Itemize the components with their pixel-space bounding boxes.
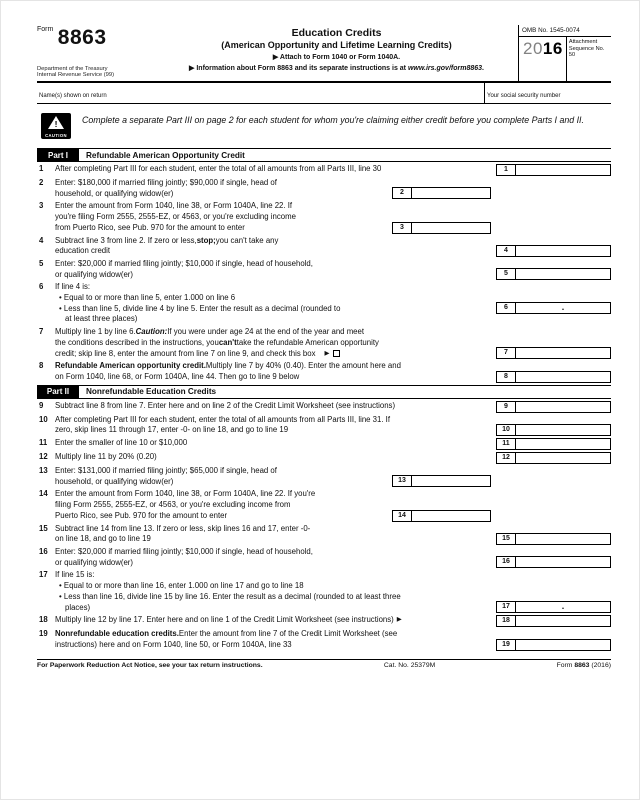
tax-year (519, 37, 566, 81)
form-line-17 (37, 570, 611, 613)
line-17-box-label: 17 (496, 601, 516, 613)
line-7-text: If you were under age 24 at the end of the year and meet (167, 327, 365, 337)
line-8-lead: Refundable American opportunity credit. (55, 361, 206, 371)
line-3-text: you're filing Form 2555, 2555-EZ, or 4563, or you're excluding income (55, 212, 296, 222)
line-8-entry (496, 371, 611, 383)
line-16-text: Enter: $20,000 if married filing jointly; $10,000 if single, head of household, (55, 546, 313, 556)
line-8-number: 8 (39, 361, 44, 371)
line-4-entry (496, 245, 611, 257)
line-7-number: 7 (39, 327, 44, 337)
line-3-text: from Puerto Rico, see Pub. 970 for the amount to enter (55, 222, 245, 232)
line-7-text: credit; skip line 8, enter the amount from line 7 on line 9, and check this box (55, 348, 316, 358)
form-word-label: Form (37, 26, 54, 33)
line-4-text: you can't take any (215, 235, 279, 245)
line-14-text: Enter the amount from Form 1040, line 38, or Form 1040A, line 22. If you're (55, 489, 316, 499)
line-16-number: 16 (39, 546, 48, 556)
line-7-text: Multiply line 1 by line 6. (55, 327, 136, 337)
decimal-point: . (561, 601, 565, 612)
line-4-number: 4 (39, 235, 44, 245)
form-line-13 (37, 466, 611, 487)
line-4-text: Subtract line 3 from line 2. If zero or less, (55, 235, 197, 245)
decimal-point: . (561, 302, 565, 313)
form-line-7 (37, 327, 611, 359)
line-4-box-label: 4 (496, 245, 516, 257)
info-period: . (482, 65, 484, 72)
irs-url: www.irs.gov/form8863 (407, 65, 483, 72)
line-15-entry (496, 533, 611, 545)
attachment-label: Attachment (568, 39, 598, 45)
form-line-15 (37, 524, 611, 545)
line-8-amount-box[interactable] (515, 371, 611, 383)
form-line-8 (37, 361, 611, 382)
caution-icon (41, 113, 71, 139)
line-13-text: Enter: $131,000 if married filing jointly; $65,000 if single, head of (55, 466, 277, 476)
line-12-amount-box[interactable] (515, 452, 611, 464)
sequence-number: Sequence No. 50 (568, 45, 605, 59)
line-5-text: or qualifying widow(er) (55, 269, 133, 279)
line-2-number: 2 (39, 178, 44, 187)
line-16-text: or qualifying widow(er) (55, 557, 133, 567)
line-6-text: If line 4 is: (55, 282, 91, 292)
attachment-sequence (566, 37, 611, 81)
line-15-amount-box[interactable] (515, 533, 611, 545)
line-3-amount-box[interactable] (411, 222, 491, 234)
name-label: Name(s) shown on return (39, 93, 107, 99)
line-17-text: If line 15 is: (55, 570, 95, 580)
form-line-19 (37, 629, 611, 650)
info-text: ▶ Information about Form 8863 and its separate instructions is at (189, 65, 408, 72)
form-subtitle: (American Opportunity and Lifetime Learning Credits) (221, 40, 452, 50)
line-2-text: household, or qualifying widow(er) (55, 188, 174, 198)
line-6-bullet-1: • Equal to or more than line 5, enter 1.000 on line 6 (59, 293, 236, 303)
line-1-entry (496, 164, 611, 176)
form-line-4 (37, 236, 611, 257)
caution-section (37, 104, 611, 146)
line-17-entry (496, 601, 611, 613)
part1-header (37, 148, 611, 162)
line-3-entry (392, 222, 491, 234)
form-line-2 (37, 178, 611, 199)
form-line-5 (37, 259, 611, 280)
line-7-checkbox[interactable] (333, 350, 340, 357)
agency-line-2: Internal Revenue Service (99) (37, 72, 115, 79)
line-17-bullet-2: • Less than line 16, divide line 15 by line 16. Enter the result as a decimal (rounded to at least three (59, 591, 401, 601)
line-11-amount-box[interactable] (515, 438, 611, 450)
line-19-box-label: 19 (496, 639, 516, 651)
line-6-number: 6 (39, 282, 44, 292)
form-line-10 (37, 415, 611, 436)
line-4-text: education credit (55, 246, 111, 256)
agency-line-1: Department of the Treasury (37, 65, 108, 72)
line-5-box-label: 5 (496, 268, 516, 280)
line-10-text: After completing Part III for each student, enter the total of all amounts from all Parts III, line 31. If (55, 414, 390, 424)
year-suffix: 16 (542, 39, 563, 58)
line-14-amount-box[interactable] (411, 510, 491, 522)
form-line-3 (37, 201, 611, 233)
line-14-text: filing Form 2555, 2555-EZ, or 4563, or you're excluding income from (55, 500, 291, 510)
ssn-input-area[interactable] (484, 83, 611, 103)
line-10-box-label: 10 (496, 424, 516, 436)
part2-title: Nonrefundable Education Credits (86, 387, 217, 397)
line-4-stop: stop; (196, 235, 216, 245)
line-13-box-label: 13 (392, 475, 412, 487)
footer-form-number: 8863 (574, 662, 590, 670)
line-7-cant: can't (218, 337, 237, 347)
omb-number: OMB No. 1545-0074 (519, 25, 611, 37)
line-11-box-label: 11 (496, 438, 516, 450)
form-number-block (37, 26, 155, 50)
line-1-number: 1 (39, 164, 44, 173)
arrow-icon: ▶ (324, 349, 330, 357)
line-5-text: Enter: $20,000 if married filing jointly; $10,000 if single, head of household, (55, 258, 313, 268)
line-17-number: 17 (39, 570, 48, 580)
form-identity (37, 25, 155, 81)
line-10-text: zero, skip lines 11 through 17, enter -0- on line 18, and go to line 19 (55, 425, 289, 435)
line-14-number: 14 (39, 489, 48, 499)
line-9-number: 9 (39, 400, 44, 410)
form-line-18 (37, 615, 611, 627)
line-11-number: 11 (39, 438, 48, 448)
line-8-box-label: 8 (496, 371, 516, 383)
line-3-number: 3 (39, 201, 44, 211)
part1-title: Refundable American Opportunity Credit (86, 150, 245, 160)
line-6-bullet-2: • Less than line 5, divide line 4 by line 5. Enter the result as a decimal (rounded to (59, 303, 341, 313)
line-9-box-label: 9 (496, 401, 516, 413)
line-2-box-label: 2 (392, 187, 412, 199)
line-17-bullet-1: • Equal to or more than line 16, enter 1.000 on line 17 and go to line 18 (59, 581, 304, 591)
form-line-16 (37, 547, 611, 568)
line-16-amount-box[interactable] (515, 556, 611, 568)
line-6-bullet-2-cont: at least three places) (65, 314, 138, 324)
line-8-text: Multiply line 7 by 40% (0.40). Enter the amount here and (205, 361, 401, 371)
line-1-amount-box[interactable] (515, 164, 611, 176)
agency-block (37, 66, 155, 79)
line-4-amount-box[interactable] (515, 245, 611, 257)
line-19-text: Enter the amount from line 7 of the Credit Limit Worksheet (see (178, 629, 398, 639)
form-line-11 (37, 438, 611, 450)
line-9-entry (496, 401, 611, 413)
omb-year-block (518, 25, 611, 81)
paperwork-notice: For Paperwork Reduction Act Notice, see your tax return instructions. (37, 662, 263, 670)
line-10-entry (496, 424, 611, 436)
line-1-box-label: 1 (496, 164, 516, 176)
form-footer (37, 659, 611, 670)
line-6-decimal-box[interactable] (515, 302, 611, 314)
form-title-block (155, 25, 518, 81)
caution-text: Complete a separate Part III on page 2 for each student for whom you're claiming either credit before you complete Parts I and II. (82, 115, 584, 125)
line-17-bullet-2-cont: places) (65, 602, 91, 612)
line-8-text: on Form 1040, line 68, or Form 1040A, line 44. Then go to line 9 below (55, 371, 300, 381)
line-11-text: Enter the smaller of line 10 or $10,000 (55, 438, 188, 448)
year-prefix: 20 (523, 39, 543, 58)
catalog-number: Cat. No. 25379M (383, 662, 436, 670)
line-7-text: take the refundable American opportunity (236, 337, 379, 347)
line-9-amount-box[interactable] (515, 401, 611, 413)
line-19-number: 19 (39, 629, 48, 639)
caution-icon-label: CAUTION (45, 133, 67, 138)
line-5-entry (496, 268, 611, 280)
line-7-amount-box[interactable] (515, 347, 611, 359)
line-15-number: 15 (39, 523, 48, 533)
taxpayer-row (37, 83, 611, 104)
line-14-box-label: 14 (392, 510, 412, 522)
line-16-box-label: 16 (496, 556, 516, 568)
footer-form-word: Form (556, 662, 575, 670)
part1-chip: Part I (37, 149, 79, 161)
form-title: Education Credits (291, 27, 382, 39)
line-18-text: Multiply line 12 by line 17. Enter here and on line 1 of the Credit Limit Worksheet (see instructions) (55, 615, 394, 625)
form-line-1 (37, 164, 611, 176)
line-1-text: After completing Part III for each student, enter the total of all amounts from all Parts III, line 30 (55, 164, 382, 173)
line-2-text: Enter: $180,000 if married filing jointly; $90,000 if single, head of (55, 178, 277, 187)
line-17-decimal-box[interactable] (515, 601, 611, 613)
form-footer-id (557, 662, 611, 669)
line-18-box-label: 18 (496, 615, 516, 627)
line-3-text: Enter the amount from Form 1040, line 38, or Form 1040A, line 22. If (55, 201, 293, 211)
line-9-text: Subtract line 8 from line 7. Enter here and on line 2 of the Credit Limit Worksheet (see instructions) (55, 400, 396, 410)
line-5-amount-box[interactable] (515, 268, 611, 280)
line-7-box-label: 7 (496, 347, 516, 359)
form-line-14 (37, 489, 611, 521)
line-13-entry (392, 475, 491, 487)
line-18-entry (496, 615, 611, 627)
line-10-amount-box[interactable] (515, 424, 611, 436)
line-5-number: 5 (39, 258, 44, 268)
line-19-lead: Nonrefundable education credits. (55, 629, 179, 639)
line-18-amount-box[interactable] (515, 615, 611, 627)
info-instruction (159, 64, 514, 72)
line-15-text: Subtract line 14 from line 13. If zero or less, skip lines 16 and 17, enter -0- (55, 523, 311, 533)
line-15-text: on line 18, and go to line 19 (55, 534, 151, 544)
form-header (37, 25, 611, 83)
line-13-number: 13 (39, 466, 48, 476)
line-7-caution-word: Caution: (135, 327, 168, 337)
line-14-entry (392, 510, 491, 522)
line-7-text: the conditions described in the instructions, you (55, 337, 219, 347)
line-2-amount-box[interactable] (411, 187, 491, 199)
line-19-amount-box[interactable] (515, 639, 611, 651)
attach-instruction: ▶ Attach to Form 1040 or Form 1040A. (272, 54, 401, 61)
form-line-12 (37, 452, 611, 464)
line-3-box-label: 3 (392, 222, 412, 234)
line-13-text: household, or qualifying widow(er) (55, 476, 174, 486)
line-12-box-label: 12 (496, 452, 516, 464)
line-19-entry (496, 639, 611, 651)
line-18-number: 18 (39, 615, 48, 625)
year-row (519, 37, 611, 81)
line-6-box-label: 6 (496, 302, 516, 314)
line-10-number: 10 (39, 414, 48, 424)
line-12-entry (496, 452, 611, 464)
part2-header (37, 385, 611, 399)
line-15-box-label: 15 (496, 533, 516, 545)
line-19-text: instructions) here and on Form 1040, line 50, or Form 1040A, line 33 (55, 639, 292, 649)
form-line-6 (37, 282, 611, 325)
line-14-text: Puerto Rico, see Pub. 970 for the amount to enter (55, 510, 228, 520)
form-content (37, 25, 611, 669)
line-16-entry (496, 556, 611, 568)
line-13-amount-box[interactable] (411, 475, 491, 487)
line-12-number: 12 (39, 452, 48, 462)
line-12-text: Multiply line 11 by 20% (0.20) (55, 452, 157, 462)
name-input-area[interactable] (37, 83, 484, 103)
ssn-label: Your social security number (487, 93, 561, 99)
part2-chip: Part II (37, 386, 79, 398)
line-2-entry (392, 187, 491, 199)
footer-year: (2016) (589, 662, 611, 670)
caution-exclamation: ! (54, 118, 58, 129)
arrow-icon: ▶ (396, 616, 402, 624)
line-7-entry (496, 347, 611, 359)
line-11-entry (496, 438, 611, 450)
form-line-9 (37, 401, 611, 413)
form-number: 8863 (57, 26, 107, 49)
line-6-entry (496, 302, 611, 314)
